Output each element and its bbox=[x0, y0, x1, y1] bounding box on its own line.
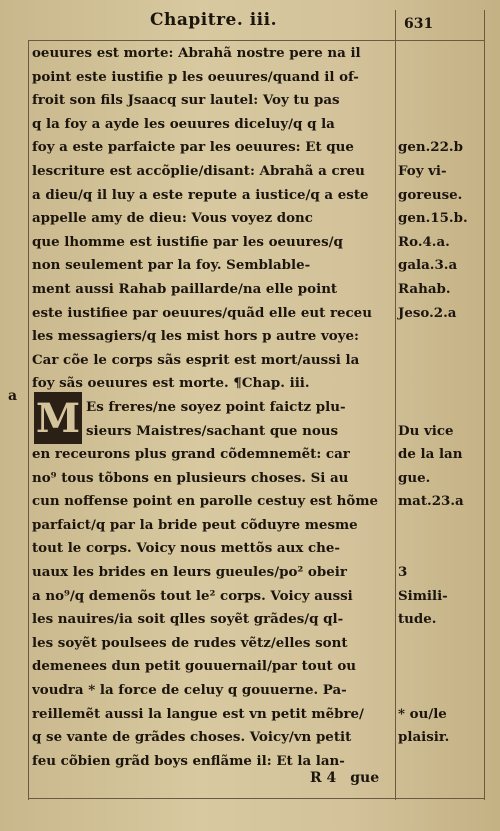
margin-note: tude. bbox=[398, 611, 437, 628]
text-line: no⁹ tous tõbons en plusieurs choses. Si au bbox=[32, 469, 349, 486]
margin-note: gala.3.a bbox=[398, 257, 458, 274]
section-marker: a bbox=[8, 388, 18, 404]
text-line: cun noffense point en parolle cestuy est hõme bbox=[32, 493, 379, 510]
text-line: Car cõe le corps sãs esprit est mort/aussi la bbox=[32, 351, 360, 368]
margin-note: Rahab. bbox=[398, 281, 451, 297]
folio-number: 631 bbox=[404, 16, 434, 32]
text-line: foy sãs oeuures est morte. ¶Chap. iii. bbox=[32, 375, 310, 392]
text-line: sieurs Maistres/sachant que nous bbox=[86, 422, 339, 439]
margin-note: * ou/le bbox=[398, 705, 447, 722]
margin-note: gue. bbox=[398, 469, 431, 486]
drop-initial: M bbox=[34, 392, 82, 444]
text-line: a no⁹/q demenõs tout le² corps. Voicy aussi bbox=[32, 587, 353, 604]
margin-note: Du vice bbox=[398, 422, 454, 439]
gloss-column-rule bbox=[395, 10, 396, 800]
text-line: les nauires/ia soit qlles soyẽt grãdes/q ql- bbox=[32, 611, 344, 628]
margin-note: mat.23.a bbox=[398, 493, 464, 510]
top-rule bbox=[28, 40, 484, 41]
text-line: point este iustifie p les oeuures/quand il of- bbox=[32, 68, 359, 85]
margin-note: gen.15.b. bbox=[398, 210, 468, 227]
text-line: voudra * la force de celuy q gouuerne. Pa- bbox=[32, 682, 347, 699]
text-line: uaux les brides en leurs gueules/po² obeir bbox=[32, 564, 347, 581]
text-line: este iustifiee par oeuures/quãd elle eut receu bbox=[32, 304, 372, 321]
margin-note: goreuse. bbox=[398, 186, 463, 203]
margin-note: Jeso.2.a bbox=[398, 304, 457, 321]
text-line: ment aussi Rahab paillarde/na elle point bbox=[32, 280, 338, 297]
text-line: appelle amy de dieu: Vous voyez donc bbox=[32, 210, 313, 227]
text-line: froit son fils Jsaacq sur lautel: Voy tu pas bbox=[32, 92, 340, 109]
text-line: non seulement par la foy. Semblable- bbox=[32, 257, 311, 274]
text-line: a dieu/q il luy a este repute a iustice/q a este bbox=[32, 186, 369, 203]
text-line: q la foy a ayde les oeuures diceluy/q q la bbox=[32, 115, 335, 132]
text-line: en receurons plus grand cõdemnemẽt: car bbox=[32, 446, 350, 463]
margin-note: Simili- bbox=[398, 587, 448, 604]
text-line: les soyẽt poulsees de rudes vẽtz/elles sont bbox=[32, 634, 348, 651]
right-margin-rule bbox=[484, 10, 485, 800]
signature-mark: R 4 bbox=[310, 770, 337, 786]
text-line: feu cõbien grãd boys enflãme il: Et la lan- bbox=[32, 752, 345, 769]
text-line: demenees dun petit gouuernail/par tout ou bbox=[32, 658, 356, 675]
text-line: les messagiers/q les mist hors p autre voye: bbox=[32, 328, 359, 345]
text-line: q se vante de grãdes choses. Voicy/vn petit bbox=[32, 729, 352, 746]
margin-note: gen.22.b bbox=[398, 139, 463, 156]
running-header: Chapitre. iii. bbox=[150, 10, 278, 30]
text-line: que lhomme est iustifie par les oeuures/q bbox=[32, 233, 343, 250]
text-line: lescriture est accõplie/disant: Abrahã a creu bbox=[32, 162, 365, 179]
margin-note: Foy vi- bbox=[398, 163, 447, 179]
main-text-column bbox=[32, 42, 392, 773]
margin-note: de la lan bbox=[398, 446, 463, 463]
bottom-rule bbox=[28, 798, 484, 799]
text-line: reillemẽt aussi la langue est vn petit mẽbre/ bbox=[32, 705, 364, 722]
margin-note: 3 bbox=[398, 564, 408, 581]
text-line: foy a este parfaicte par les oeuures: Et que bbox=[32, 139, 354, 156]
margin-note: plaisir. bbox=[398, 729, 450, 746]
text-line: Es freres/ne soyez point faictz plu- bbox=[86, 398, 346, 415]
catchword-line bbox=[310, 770, 379, 786]
text-line: tout le corps. Voicy nous mettõs aux che- bbox=[32, 540, 340, 557]
text-line: oeuures est morte: Abrahã nostre pere na il bbox=[32, 45, 361, 61]
left-margin-rule bbox=[28, 40, 29, 800]
catchword: gue bbox=[350, 770, 380, 786]
text-line: parfaict/q par la bride peut cõduyre mesme bbox=[32, 516, 358, 533]
margin-note: Ro.4.a. bbox=[398, 233, 450, 250]
